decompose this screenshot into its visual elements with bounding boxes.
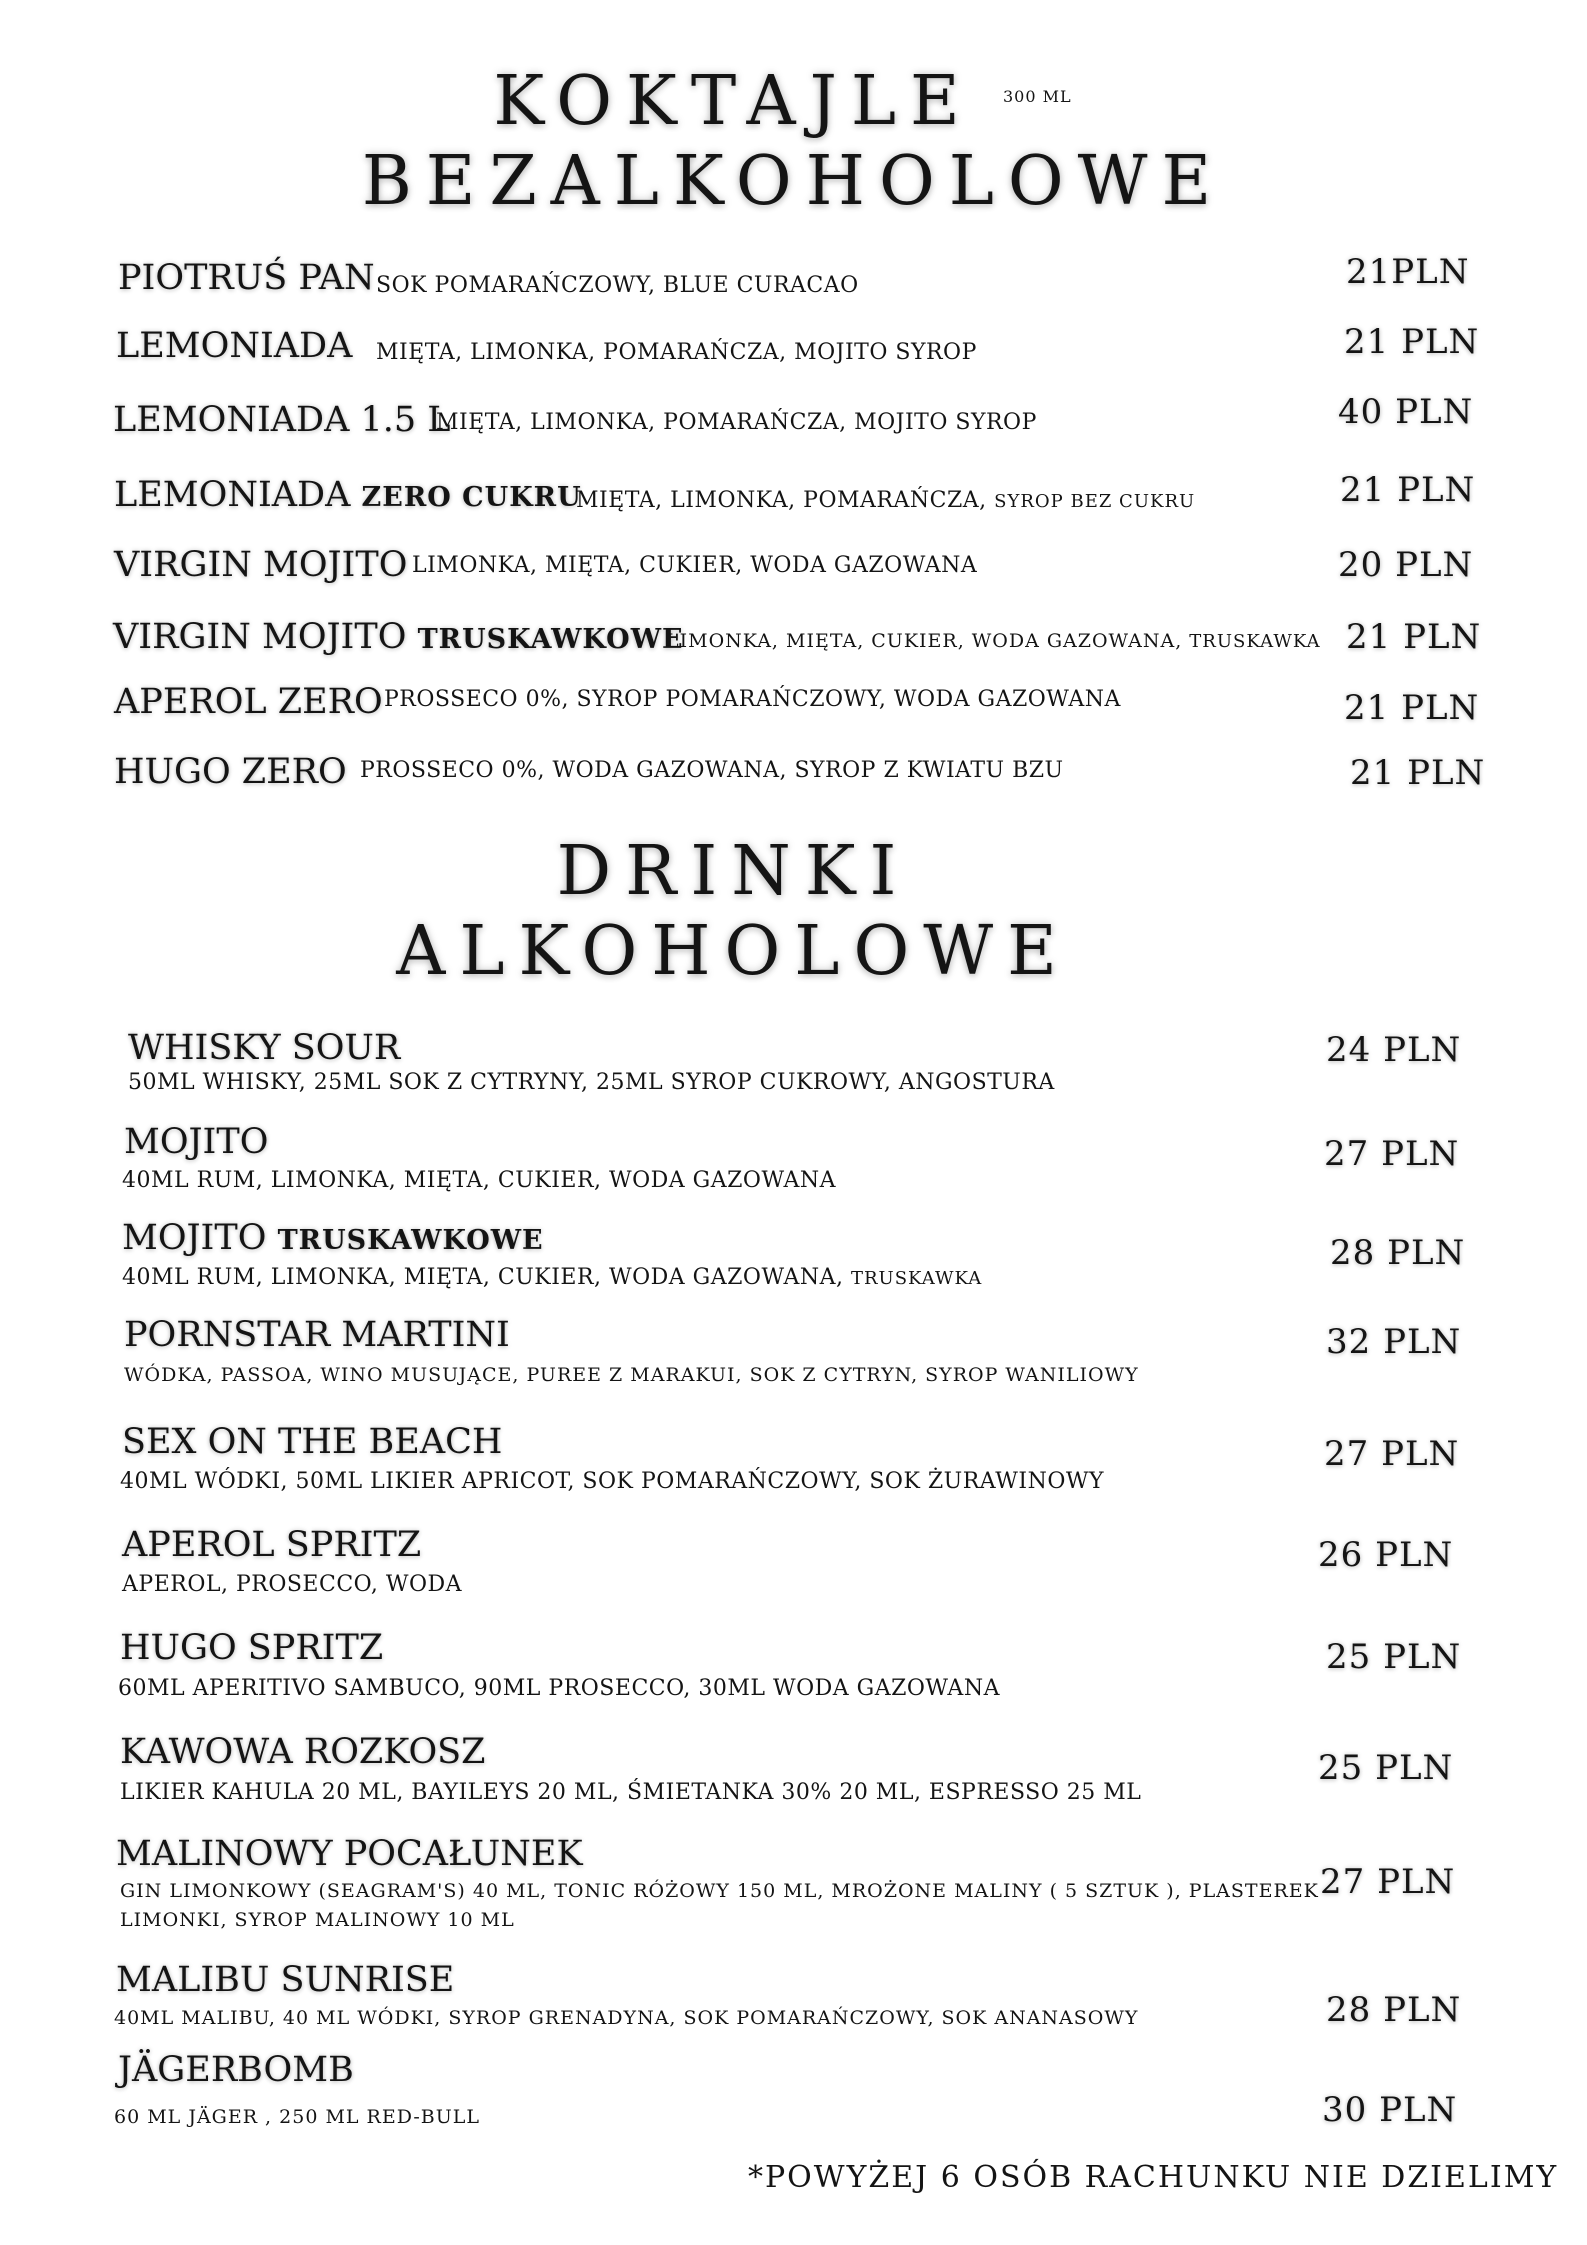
menu-item-description-main: LIMONKA, MIĘTA, CUKIER, WODA GAZOWANA, [666, 630, 1183, 652]
menu-item-description: 60 ML JÄGER , 250 ML RED-BULL [114, 2106, 480, 2128]
menu-item-description: SOK POMARAŃCZOWY, BLUE CURACAO [376, 273, 859, 298]
menu-item-name-main: VIRGIN MOJITO [113, 617, 407, 657]
menu-item-price: 24 PLN [1326, 1030, 1462, 1070]
menu-item-name [122, 1218, 544, 1258]
menu-item-name: HUGO SPRITZ [120, 1628, 384, 1668]
menu-item-description-main: MIĘTA, LIMONKA, POMARAŃCZA, [576, 488, 987, 513]
menu-item-price: 27 PLN [1324, 1134, 1460, 1174]
menu-item-description [666, 630, 1321, 652]
menu-item-price: 27 PLN [1320, 1862, 1456, 1902]
menu-item-description: 50ML WHISKY, 25ML SOK Z CYTRYNY, 25ML SYROP CUKROWY, ANGOSTURA [128, 1070, 1055, 1095]
menu-item-price: 25 PLN [1318, 1748, 1454, 1788]
menu-item-description: APEROL, PROSECCO, WODA [122, 1572, 463, 1597]
menu-item-name: PIOTRUŚ PAN [118, 258, 375, 298]
menu-item-description-suffix: TRUSKAWKA [851, 1268, 983, 1289]
menu-item-name: LEMONIADA [116, 326, 353, 366]
menu-item-price: 21 PLN [1350, 753, 1486, 793]
menu-item-description: 60ML APERITIVO SAMBUCO, 90ML PROSECCO, 30ML WODA GAZOWANA [118, 1676, 1000, 1701]
menu-item-price: 25 PLN [1326, 1637, 1462, 1677]
menu-item-name: VIRGIN MOJITO [114, 545, 408, 585]
section-title-bezalkoholowe: BEZALKOHOLOWE [361, 142, 1226, 221]
menu-item-price: 30 PLN [1322, 2090, 1458, 2130]
menu-item-name: LEMONIADA 1.5 L [113, 400, 451, 440]
menu-item-description-line2: LIMONKI, SYROP MALINOWY 10 ML [120, 1909, 515, 1931]
menu-item-price: 21 PLN [1344, 322, 1480, 362]
menu-item-description: MIĘTA, LIMONKA, POMARAŃCZA, MOJITO SYROP [376, 340, 977, 365]
menu-item-price: 32 PLN [1326, 1322, 1462, 1362]
menu-item-name [113, 617, 684, 657]
menu-item-description [576, 488, 1195, 513]
footnote-bill-split: *POWYŻEJ 6 OSÓB RACHUNKU NIE DZIELIMY [748, 2160, 1559, 2195]
menu-item-description: PROSSECO 0%, WODA GAZOWANA, SYROP Z KWIATU BZU [360, 758, 1064, 783]
menu-item-price: 40 PLN [1338, 392, 1474, 432]
menu-item-name-suffix: ZERO CUKRU [361, 482, 582, 513]
menu-item-name: PORNSTAR MARTINI [124, 1315, 510, 1355]
section-title-koktajle: KOKTAJLE [493, 62, 974, 141]
menu-item-name: HUGO ZERO [114, 752, 347, 792]
section-title-alkoholowe: ALKOHOLOWE [396, 912, 1071, 991]
menu-item-price: 21PLN [1346, 252, 1470, 292]
menu-item-description-suffix: TRUSKAWKA [1189, 631, 1321, 652]
menu-item-price: 26 PLN [1318, 1535, 1454, 1575]
menu-item-description: GIN LIMONKOWY (SEAGRAM'S) 40 ML, TONIC RÓŻOWY 150 ML, MROŻONE MALINY ( 5 SZTUK ), PLASTEREK [120, 1880, 1319, 1902]
menu-item-description: PROSSECO 0%, SYROP POMARAŃCZOWY, WODA GAZOWANA [384, 687, 1121, 712]
menu-item-description: 40ML MALIBU, 40 ML WÓDKI, SYROP GRENADYNA, SOK POMARAŃCZOWY, SOK ANANASOWY [114, 2007, 1139, 2029]
menu-item-name-main: MOJITO [122, 1218, 267, 1258]
menu-item-price: 21 PLN [1344, 688, 1480, 728]
section-title-drinki: DRINKI [556, 832, 911, 911]
menu-item-name: MALINOWY POCAŁUNEK [116, 1834, 583, 1874]
volume-note: 300 ML [1003, 87, 1072, 106]
menu-item-description-suffix: SYROP BEZ CUKRU [994, 491, 1196, 512]
menu-item-name: SEX ON THE BEACH [122, 1422, 503, 1462]
menu-item-price: 28 PLN [1330, 1233, 1466, 1273]
menu-item-name [114, 475, 582, 515]
menu-item-name: APEROL ZERO [114, 682, 383, 722]
menu-item-description: 40ML WÓDKI, 50ML LIKIER APRICOT, SOK POMARAŃCZOWY, SOK ŻURAWINOWY [120, 1469, 1105, 1494]
menu-item-price: 20 PLN [1338, 545, 1474, 585]
menu-item-name-main: LEMONIADA [114, 475, 351, 515]
menu-item-name: MOJITO [124, 1122, 269, 1162]
menu-item-description: 40ML RUM, LIMONKA, MIĘTA, CUKIER, WODA GAZOWANA [122, 1168, 836, 1193]
menu-item-name: MALIBU SUNRISE [116, 1960, 455, 2000]
menu-item-price: 28 PLN [1326, 1990, 1462, 2030]
menu-item-description: WÓDKA, PASSOA, WINO MUSUJĄCE, PUREE Z MARAKUI, SOK Z CYTRYN, SYROP WANILIOWY [124, 1364, 1139, 1386]
menu-item-name-suffix: TRUSKAWKOWE [417, 624, 684, 655]
menu-item-description [122, 1265, 982, 1290]
menu-item-price: 21 PLN [1346, 617, 1482, 657]
menu-item-description: LIKIER KAHULA 20 ML, BAYILEYS 20 ML, ŚMIETANKA 30% 20 ML, ESPRESSO 25 ML [120, 1780, 1142, 1805]
menu-item-price: 27 PLN [1324, 1434, 1460, 1474]
menu-item-name: WHISKY SOUR [128, 1028, 401, 1068]
menu-item-name: APEROL SPRITZ [122, 1525, 422, 1565]
menu-item-description: MIĘTA, LIMONKA, POMARAŃCZA, MOJITO SYROP [436, 410, 1037, 435]
menu-item-price: 21 PLN [1340, 470, 1476, 510]
menu-item-name: KAWOWA ROZKOSZ [120, 1732, 486, 1772]
menu-item-name-suffix: TRUSKAWKOWE [277, 1225, 544, 1256]
menu-item-name: JÄGERBOMB [118, 2050, 354, 2090]
menu-item-description: LIMONKA, MIĘTA, CUKIER, WODA GAZOWANA [412, 553, 978, 578]
menu-item-description-main: 40ML RUM, LIMONKA, MIĘTA, CUKIER, WODA GAZOWANA, [122, 1265, 844, 1290]
